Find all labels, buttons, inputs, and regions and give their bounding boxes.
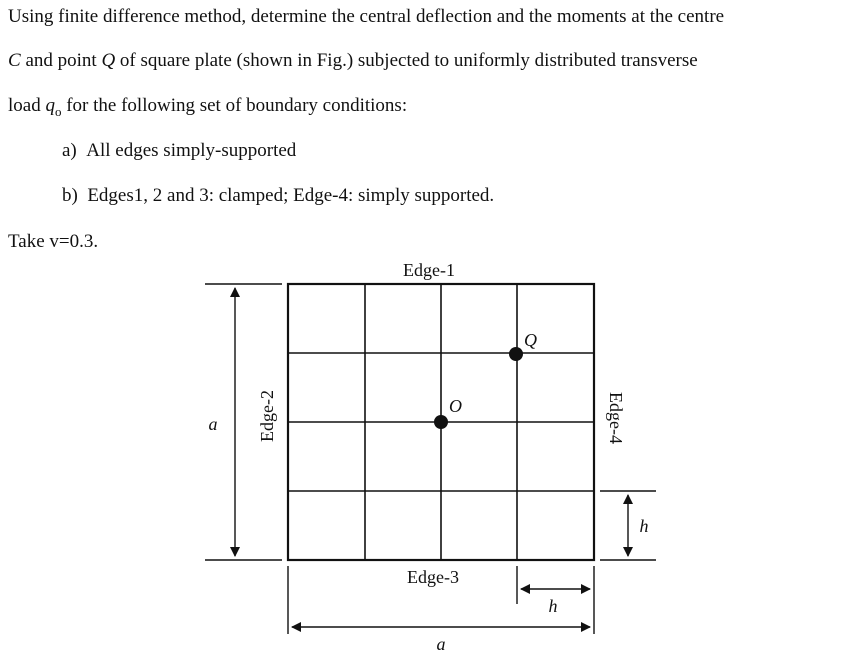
edge-3-label: Edge-3 bbox=[407, 567, 459, 587]
var-c: C bbox=[8, 50, 21, 71]
var-q0: q bbox=[45, 95, 55, 116]
item-b-text: Edges1, 2 and 3: clamped; Edge-4: simply supported. bbox=[87, 185, 495, 206]
line3-pre: load bbox=[8, 95, 46, 116]
node-q bbox=[509, 347, 523, 361]
edge-1-label: Edge-1 bbox=[403, 260, 455, 280]
dim-a-bottom-label: a bbox=[436, 634, 446, 653]
line2-text-a: and point bbox=[20, 50, 102, 71]
dim-h-bottom-label: h bbox=[548, 596, 558, 616]
item-a-text: All edges simply-supported bbox=[86, 140, 297, 161]
center-node-o bbox=[434, 415, 448, 429]
edge-2-label: Edge-2 bbox=[257, 390, 277, 442]
dim-a-left-label: a bbox=[208, 414, 218, 434]
label-o: O bbox=[449, 396, 462, 416]
problem-line-1: Using finite difference method, determine the central deflection and the moments at the centre bbox=[8, 6, 725, 27]
line3-post: for the following set of boundary conditions: bbox=[61, 95, 408, 116]
edge-4-label: Edge-4 bbox=[606, 392, 626, 444]
line2-text-b: of square plate (shown in Fig.) subjected to uniformly distributed transverse bbox=[115, 50, 698, 71]
item-b-marker: b) bbox=[62, 185, 78, 206]
item-a-marker: a) bbox=[62, 140, 77, 161]
var-q0-subscript: o bbox=[54, 103, 62, 119]
var-q: Q bbox=[101, 50, 116, 71]
dim-h-right-label: h bbox=[639, 516, 649, 536]
label-q: Q bbox=[524, 330, 537, 350]
take-poisson: Take v=0.3. bbox=[8, 231, 99, 252]
